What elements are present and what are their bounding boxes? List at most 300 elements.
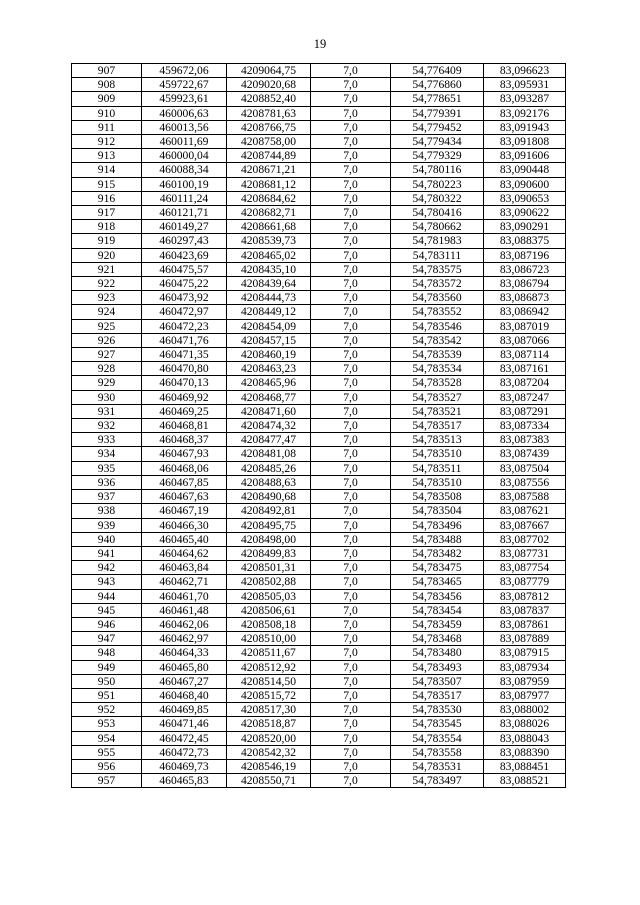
point-number-cell: 945 bbox=[72, 603, 142, 617]
longitude-cell: 83,087702 bbox=[484, 532, 566, 546]
table-row bbox=[72, 135, 566, 149]
value-cell: 7,0 bbox=[311, 92, 391, 106]
latitude-cell: 54,783459 bbox=[391, 617, 484, 631]
table-row bbox=[72, 163, 566, 177]
longitude-cell: 83,091808 bbox=[484, 135, 566, 149]
value-cell: 7,0 bbox=[311, 78, 391, 92]
y-coordinate-cell: 4208518,87 bbox=[227, 717, 311, 731]
table-row bbox=[72, 674, 566, 688]
longitude-cell: 83,087934 bbox=[484, 660, 566, 674]
point-number-cell: 946 bbox=[72, 617, 142, 631]
point-number-cell: 917 bbox=[72, 206, 142, 220]
longitude-cell: 83,088390 bbox=[484, 745, 566, 759]
longitude-cell: 83,087861 bbox=[484, 617, 566, 631]
latitude-cell: 54,780116 bbox=[391, 163, 484, 177]
longitude-cell: 83,092176 bbox=[484, 106, 566, 120]
y-coordinate-cell: 4208505,03 bbox=[227, 589, 311, 603]
longitude-cell: 83,090448 bbox=[484, 163, 566, 177]
latitude-cell: 54,783572 bbox=[391, 277, 484, 291]
x-coordinate-cell: 460465,83 bbox=[142, 774, 227, 788]
y-coordinate-cell: 4208758,00 bbox=[227, 135, 311, 149]
latitude-cell: 54,783468 bbox=[391, 632, 484, 646]
value-cell: 7,0 bbox=[311, 362, 391, 376]
x-coordinate-cell: 460461,48 bbox=[142, 603, 227, 617]
latitude-cell: 54,779452 bbox=[391, 120, 484, 134]
longitude-cell: 83,087556 bbox=[484, 475, 566, 489]
point-number-cell: 957 bbox=[72, 774, 142, 788]
point-number-cell: 921 bbox=[72, 262, 142, 276]
latitude-cell: 54,780322 bbox=[391, 191, 484, 205]
point-number-cell: 930 bbox=[72, 390, 142, 404]
y-coordinate-cell: 4208498,00 bbox=[227, 532, 311, 546]
x-coordinate-cell: 460467,63 bbox=[142, 490, 227, 504]
x-coordinate-cell: 460471,76 bbox=[142, 333, 227, 347]
latitude-cell: 54,783480 bbox=[391, 646, 484, 660]
y-coordinate-cell: 4208439,64 bbox=[227, 277, 311, 291]
y-coordinate-cell: 4208539,73 bbox=[227, 234, 311, 248]
y-coordinate-cell: 4208671,21 bbox=[227, 163, 311, 177]
y-coordinate-cell: 4208744,89 bbox=[227, 149, 311, 163]
point-number-cell: 939 bbox=[72, 518, 142, 532]
longitude-cell: 83,088375 bbox=[484, 234, 566, 248]
coordinates-table bbox=[71, 63, 566, 788]
table-row bbox=[72, 532, 566, 546]
table-row bbox=[72, 404, 566, 418]
value-cell: 7,0 bbox=[311, 646, 391, 660]
y-coordinate-cell: 4208684,62 bbox=[227, 191, 311, 205]
table-row bbox=[72, 447, 566, 461]
longitude-cell: 83,086723 bbox=[484, 262, 566, 276]
point-number-cell: 952 bbox=[72, 703, 142, 717]
table-row bbox=[72, 277, 566, 291]
value-cell: 7,0 bbox=[311, 660, 391, 674]
longitude-cell: 83,087915 bbox=[484, 646, 566, 660]
y-coordinate-cell: 4208499,83 bbox=[227, 546, 311, 560]
y-coordinate-cell: 4209064,75 bbox=[227, 64, 311, 78]
point-number-cell: 924 bbox=[72, 305, 142, 319]
value-cell: 7,0 bbox=[311, 433, 391, 447]
x-coordinate-cell: 460470,13 bbox=[142, 376, 227, 390]
latitude-cell: 54,779329 bbox=[391, 149, 484, 163]
x-coordinate-cell: 460471,35 bbox=[142, 348, 227, 362]
latitude-cell: 54,783539 bbox=[391, 348, 484, 362]
point-number-cell: 909 bbox=[72, 92, 142, 106]
x-coordinate-cell: 460465,80 bbox=[142, 660, 227, 674]
latitude-cell: 54,778651 bbox=[391, 92, 484, 106]
latitude-cell: 54,783497 bbox=[391, 774, 484, 788]
y-coordinate-cell: 4208511,67 bbox=[227, 646, 311, 660]
table-row bbox=[72, 376, 566, 390]
table-row bbox=[72, 362, 566, 376]
latitude-cell: 54,779434 bbox=[391, 135, 484, 149]
y-coordinate-cell: 4208520,00 bbox=[227, 731, 311, 745]
value-cell: 7,0 bbox=[311, 291, 391, 305]
table-row bbox=[72, 234, 566, 248]
table-row bbox=[72, 504, 566, 518]
x-coordinate-cell: 460468,40 bbox=[142, 688, 227, 702]
x-coordinate-cell: 460469,25 bbox=[142, 404, 227, 418]
y-coordinate-cell: 4208506,61 bbox=[227, 603, 311, 617]
longitude-cell: 83,088002 bbox=[484, 703, 566, 717]
point-number-cell: 947 bbox=[72, 632, 142, 646]
value-cell: 7,0 bbox=[311, 333, 391, 347]
y-coordinate-cell: 4208477,47 bbox=[227, 433, 311, 447]
point-number-cell: 918 bbox=[72, 220, 142, 234]
value-cell: 7,0 bbox=[311, 348, 391, 362]
point-number-cell: 920 bbox=[72, 248, 142, 262]
latitude-cell: 54,783508 bbox=[391, 490, 484, 504]
table-row bbox=[72, 688, 566, 702]
latitude-cell: 54,783527 bbox=[391, 390, 484, 404]
longitude-cell: 83,091606 bbox=[484, 149, 566, 163]
longitude-cell: 83,087247 bbox=[484, 390, 566, 404]
x-coordinate-cell: 460468,37 bbox=[142, 433, 227, 447]
x-coordinate-cell: 460469,92 bbox=[142, 390, 227, 404]
latitude-cell: 54,783546 bbox=[391, 319, 484, 333]
table-row bbox=[72, 745, 566, 759]
x-coordinate-cell: 460467,19 bbox=[142, 504, 227, 518]
point-number-cell: 954 bbox=[72, 731, 142, 745]
latitude-cell: 54,783554 bbox=[391, 731, 484, 745]
longitude-cell: 83,088451 bbox=[484, 759, 566, 773]
table-row bbox=[72, 774, 566, 788]
value-cell: 7,0 bbox=[311, 688, 391, 702]
latitude-cell: 54,783531 bbox=[391, 759, 484, 773]
value-cell: 7,0 bbox=[311, 532, 391, 546]
latitude-cell: 54,783507 bbox=[391, 674, 484, 688]
x-coordinate-cell: 460088,34 bbox=[142, 163, 227, 177]
longitude-cell: 83,087837 bbox=[484, 603, 566, 617]
y-coordinate-cell: 4208766,75 bbox=[227, 120, 311, 134]
y-coordinate-cell: 4208512,92 bbox=[227, 660, 311, 674]
table-row bbox=[72, 461, 566, 475]
longitude-cell: 83,093287 bbox=[484, 92, 566, 106]
longitude-cell: 83,087977 bbox=[484, 688, 566, 702]
x-coordinate-cell: 460462,97 bbox=[142, 632, 227, 646]
point-number-cell: 912 bbox=[72, 135, 142, 149]
value-cell: 7,0 bbox=[311, 518, 391, 532]
y-coordinate-cell: 4208517,30 bbox=[227, 703, 311, 717]
longitude-cell: 83,090653 bbox=[484, 191, 566, 205]
latitude-cell: 54,783528 bbox=[391, 376, 484, 390]
table-row bbox=[72, 333, 566, 347]
table-row bbox=[72, 717, 566, 731]
longitude-cell: 83,087812 bbox=[484, 589, 566, 603]
x-coordinate-cell: 460006,63 bbox=[142, 106, 227, 120]
table-row bbox=[72, 220, 566, 234]
value-cell: 7,0 bbox=[311, 376, 391, 390]
point-number-cell: 951 bbox=[72, 688, 142, 702]
value-cell: 7,0 bbox=[311, 135, 391, 149]
x-coordinate-cell: 460013,56 bbox=[142, 120, 227, 134]
x-coordinate-cell: 460472,73 bbox=[142, 745, 227, 759]
value-cell: 7,0 bbox=[311, 419, 391, 433]
value-cell: 7,0 bbox=[311, 120, 391, 134]
point-number-cell: 913 bbox=[72, 149, 142, 163]
value-cell: 7,0 bbox=[311, 206, 391, 220]
y-coordinate-cell: 4208460,19 bbox=[227, 348, 311, 362]
table-row bbox=[72, 348, 566, 362]
table-row bbox=[72, 632, 566, 646]
x-coordinate-cell: 459722,67 bbox=[142, 78, 227, 92]
latitude-cell: 54,776409 bbox=[391, 64, 484, 78]
value-cell: 7,0 bbox=[311, 106, 391, 120]
table-row bbox=[72, 390, 566, 404]
value-cell: 7,0 bbox=[311, 745, 391, 759]
table-row bbox=[72, 106, 566, 120]
x-coordinate-cell: 460466,30 bbox=[142, 518, 227, 532]
x-coordinate-cell: 460467,85 bbox=[142, 475, 227, 489]
latitude-cell: 54,783517 bbox=[391, 688, 484, 702]
x-coordinate-cell: 460473,92 bbox=[142, 291, 227, 305]
table-row bbox=[72, 305, 566, 319]
x-coordinate-cell: 460011,69 bbox=[142, 135, 227, 149]
value-cell: 7,0 bbox=[311, 504, 391, 518]
table-row bbox=[72, 660, 566, 674]
x-coordinate-cell: 460475,22 bbox=[142, 277, 227, 291]
value-cell: 7,0 bbox=[311, 731, 391, 745]
x-coordinate-cell: 460469,85 bbox=[142, 703, 227, 717]
y-coordinate-cell: 4208488,63 bbox=[227, 475, 311, 489]
latitude-cell: 54,780662 bbox=[391, 220, 484, 234]
x-coordinate-cell: 460470,80 bbox=[142, 362, 227, 376]
x-coordinate-cell: 460472,23 bbox=[142, 319, 227, 333]
x-coordinate-cell: 459672,06 bbox=[142, 64, 227, 78]
x-coordinate-cell: 460463,84 bbox=[142, 561, 227, 575]
x-coordinate-cell: 460464,62 bbox=[142, 546, 227, 560]
point-number-cell: 925 bbox=[72, 319, 142, 333]
table-row bbox=[72, 731, 566, 745]
point-number-cell: 950 bbox=[72, 674, 142, 688]
x-coordinate-cell: 460000,04 bbox=[142, 149, 227, 163]
point-number-cell: 941 bbox=[72, 546, 142, 560]
value-cell: 7,0 bbox=[311, 390, 391, 404]
table-row bbox=[72, 191, 566, 205]
point-number-cell: 929 bbox=[72, 376, 142, 390]
point-number-cell: 942 bbox=[72, 561, 142, 575]
point-number-cell: 928 bbox=[72, 362, 142, 376]
y-coordinate-cell: 4208444,73 bbox=[227, 291, 311, 305]
longitude-cell: 83,087731 bbox=[484, 546, 566, 560]
latitude-cell: 54,783488 bbox=[391, 532, 484, 546]
x-coordinate-cell: 460467,27 bbox=[142, 674, 227, 688]
point-number-cell: 908 bbox=[72, 78, 142, 92]
y-coordinate-cell: 4208781,63 bbox=[227, 106, 311, 120]
latitude-cell: 54,783511 bbox=[391, 461, 484, 475]
value-cell: 7,0 bbox=[311, 617, 391, 631]
point-number-cell: 911 bbox=[72, 120, 142, 134]
y-coordinate-cell: 4208515,72 bbox=[227, 688, 311, 702]
latitude-cell: 54,783545 bbox=[391, 717, 484, 731]
table-row bbox=[72, 149, 566, 163]
point-number-cell: 940 bbox=[72, 532, 142, 546]
latitude-cell: 54,776860 bbox=[391, 78, 484, 92]
page-number: 19 bbox=[313, 37, 327, 51]
y-coordinate-cell: 4208661,68 bbox=[227, 220, 311, 234]
table-row bbox=[72, 703, 566, 717]
y-coordinate-cell: 4208514,50 bbox=[227, 674, 311, 688]
table-row bbox=[72, 120, 566, 134]
point-number-cell: 932 bbox=[72, 419, 142, 433]
y-coordinate-cell: 4208449,12 bbox=[227, 305, 311, 319]
table-row bbox=[72, 92, 566, 106]
x-coordinate-cell: 460462,71 bbox=[142, 575, 227, 589]
longitude-cell: 83,087066 bbox=[484, 333, 566, 347]
value-cell: 7,0 bbox=[311, 404, 391, 418]
table-row bbox=[72, 419, 566, 433]
value-cell: 7,0 bbox=[311, 248, 391, 262]
latitude-cell: 54,783504 bbox=[391, 504, 484, 518]
latitude-cell: 54,783517 bbox=[391, 419, 484, 433]
longitude-cell: 83,096623 bbox=[484, 64, 566, 78]
table-row bbox=[72, 78, 566, 92]
longitude-cell: 83,088521 bbox=[484, 774, 566, 788]
longitude-cell: 83,090622 bbox=[484, 206, 566, 220]
value-cell: 7,0 bbox=[311, 177, 391, 191]
value-cell: 7,0 bbox=[311, 589, 391, 603]
value-cell: 7,0 bbox=[311, 475, 391, 489]
longitude-cell: 83,087196 bbox=[484, 248, 566, 262]
value-cell: 7,0 bbox=[311, 575, 391, 589]
value-cell: 7,0 bbox=[311, 234, 391, 248]
longitude-cell: 83,088043 bbox=[484, 731, 566, 745]
y-coordinate-cell: 4208542,32 bbox=[227, 745, 311, 759]
y-coordinate-cell: 4208481,08 bbox=[227, 447, 311, 461]
value-cell: 7,0 bbox=[311, 632, 391, 646]
x-coordinate-cell: 459923,61 bbox=[142, 92, 227, 106]
latitude-cell: 54,783560 bbox=[391, 291, 484, 305]
x-coordinate-cell: 460464,33 bbox=[142, 646, 227, 660]
y-coordinate-cell: 4208501,31 bbox=[227, 561, 311, 575]
longitude-cell: 83,086794 bbox=[484, 277, 566, 291]
table-row bbox=[72, 490, 566, 504]
latitude-cell: 54,783456 bbox=[391, 589, 484, 603]
point-number-cell: 943 bbox=[72, 575, 142, 589]
longitude-cell: 83,087754 bbox=[484, 561, 566, 575]
point-number-cell: 926 bbox=[72, 333, 142, 347]
y-coordinate-cell: 4208471,60 bbox=[227, 404, 311, 418]
latitude-cell: 54,779391 bbox=[391, 106, 484, 120]
table-row bbox=[72, 617, 566, 631]
point-number-cell: 915 bbox=[72, 177, 142, 191]
latitude-cell: 54,783510 bbox=[391, 475, 484, 489]
table-row bbox=[72, 575, 566, 589]
value-cell: 7,0 bbox=[311, 490, 391, 504]
table-row bbox=[72, 546, 566, 560]
value-cell: 7,0 bbox=[311, 319, 391, 333]
point-number-cell: 956 bbox=[72, 759, 142, 773]
y-coordinate-cell: 4208474,32 bbox=[227, 419, 311, 433]
latitude-cell: 54,783510 bbox=[391, 447, 484, 461]
point-number-cell: 949 bbox=[72, 660, 142, 674]
latitude-cell: 54,783530 bbox=[391, 703, 484, 717]
longitude-cell: 83,087334 bbox=[484, 419, 566, 433]
table-row bbox=[72, 561, 566, 575]
longitude-cell: 83,087667 bbox=[484, 518, 566, 532]
y-coordinate-cell: 4208546,19 bbox=[227, 759, 311, 773]
table-row bbox=[72, 518, 566, 532]
point-number-cell: 907 bbox=[72, 64, 142, 78]
value-cell: 7,0 bbox=[311, 64, 391, 78]
y-coordinate-cell: 4208435,10 bbox=[227, 262, 311, 276]
table-row bbox=[72, 319, 566, 333]
x-coordinate-cell: 460465,40 bbox=[142, 532, 227, 546]
y-coordinate-cell: 4208485,26 bbox=[227, 461, 311, 475]
point-number-cell: 953 bbox=[72, 717, 142, 731]
latitude-cell: 54,781983 bbox=[391, 234, 484, 248]
y-coordinate-cell: 4208852,40 bbox=[227, 92, 311, 106]
value-cell: 7,0 bbox=[311, 191, 391, 205]
point-number-cell: 927 bbox=[72, 348, 142, 362]
y-coordinate-cell: 4208490,68 bbox=[227, 490, 311, 504]
latitude-cell: 54,780223 bbox=[391, 177, 484, 191]
y-coordinate-cell: 4208465,02 bbox=[227, 248, 311, 262]
point-number-cell: 931 bbox=[72, 404, 142, 418]
x-coordinate-cell: 460471,46 bbox=[142, 717, 227, 731]
x-coordinate-cell: 460149,27 bbox=[142, 220, 227, 234]
longitude-cell: 83,086942 bbox=[484, 305, 566, 319]
point-number-cell: 919 bbox=[72, 234, 142, 248]
value-cell: 7,0 bbox=[311, 546, 391, 560]
table-row bbox=[72, 262, 566, 276]
point-number-cell: 933 bbox=[72, 433, 142, 447]
table-row bbox=[72, 64, 566, 78]
value-cell: 7,0 bbox=[311, 461, 391, 475]
y-coordinate-cell: 4208502,88 bbox=[227, 575, 311, 589]
value-cell: 7,0 bbox=[311, 220, 391, 234]
point-number-cell: 916 bbox=[72, 191, 142, 205]
y-coordinate-cell: 4208550,71 bbox=[227, 774, 311, 788]
latitude-cell: 54,783552 bbox=[391, 305, 484, 319]
longitude-cell: 83,087114 bbox=[484, 348, 566, 362]
value-cell: 7,0 bbox=[311, 717, 391, 731]
x-coordinate-cell: 460467,93 bbox=[142, 447, 227, 461]
coordinates-table-body bbox=[72, 64, 566, 788]
y-coordinate-cell: 4208463,23 bbox=[227, 362, 311, 376]
table-row bbox=[72, 603, 566, 617]
table-row bbox=[72, 248, 566, 262]
x-coordinate-cell: 460461,70 bbox=[142, 589, 227, 603]
x-coordinate-cell: 460472,45 bbox=[142, 731, 227, 745]
point-number-cell: 935 bbox=[72, 461, 142, 475]
point-number-cell: 948 bbox=[72, 646, 142, 660]
y-coordinate-cell: 4208681,12 bbox=[227, 177, 311, 191]
latitude-cell: 54,783482 bbox=[391, 546, 484, 560]
table-row bbox=[72, 291, 566, 305]
longitude-cell: 83,087439 bbox=[484, 447, 566, 461]
longitude-cell: 83,091943 bbox=[484, 120, 566, 134]
longitude-cell: 83,095931 bbox=[484, 78, 566, 92]
latitude-cell: 54,783496 bbox=[391, 518, 484, 532]
longitude-cell: 83,087291 bbox=[484, 404, 566, 418]
table-row bbox=[72, 759, 566, 773]
longitude-cell: 83,087383 bbox=[484, 433, 566, 447]
point-number-cell: 937 bbox=[72, 490, 142, 504]
x-coordinate-cell: 460472,97 bbox=[142, 305, 227, 319]
value-cell: 7,0 bbox=[311, 674, 391, 688]
x-coordinate-cell: 460468,06 bbox=[142, 461, 227, 475]
latitude-cell: 54,783513 bbox=[391, 433, 484, 447]
latitude-cell: 54,783534 bbox=[391, 362, 484, 376]
longitude-cell: 83,087959 bbox=[484, 674, 566, 688]
value-cell: 7,0 bbox=[311, 603, 391, 617]
x-coordinate-cell: 460423,69 bbox=[142, 248, 227, 262]
y-coordinate-cell: 4208510,00 bbox=[227, 632, 311, 646]
point-number-cell: 938 bbox=[72, 504, 142, 518]
y-coordinate-cell: 4208457,15 bbox=[227, 333, 311, 347]
latitude-cell: 54,783454 bbox=[391, 603, 484, 617]
latitude-cell: 54,780416 bbox=[391, 206, 484, 220]
